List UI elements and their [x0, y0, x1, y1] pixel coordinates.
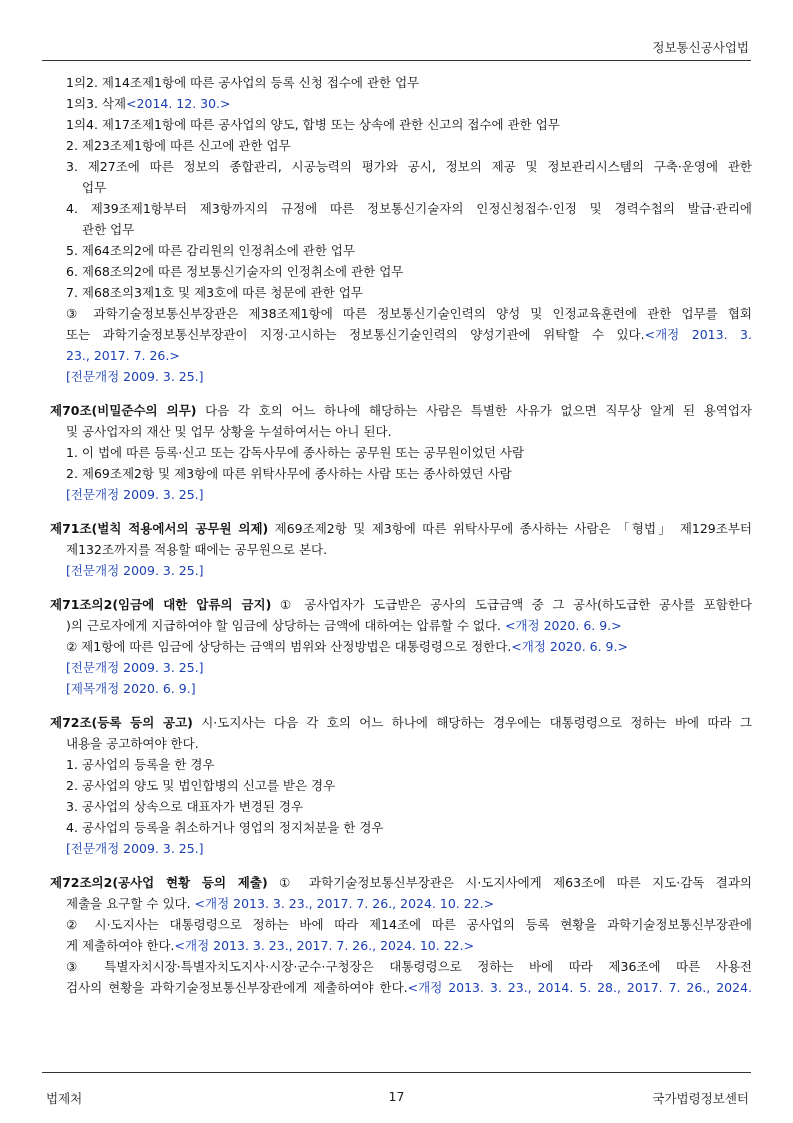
line-text: 1의3. 삭제 — [66, 96, 127, 111]
line-text: 4. 공사업의 등록을 취소하거나 영업의 정지처분을 한 경우 — [66, 820, 384, 835]
article-gap — [50, 505, 752, 518]
text-line — [50, 72, 752, 93]
text-line — [50, 733, 752, 754]
text-line — [50, 712, 752, 733]
line-text: 또는 과학기술정보통신부장관이 지정·고시하는 정보통신기술인력의 양성기관에 위탁할 수 있다. — [66, 327, 645, 342]
text-line — [50, 240, 752, 261]
document-title: 정보통신공사업법 — [652, 40, 749, 55]
text-line — [50, 838, 752, 859]
article-heading: 제72조의2(공사업 현황 등의 제출) — [50, 875, 268, 890]
article-heading: 제71조의2(임금에 대한 압류의 금지) — [50, 597, 272, 612]
line-text: 2. 공사업의 양도 및 법인합병의 신고를 받은 경우 — [66, 778, 336, 793]
article-heading: 제72조(등록 등의 공고) — [50, 715, 193, 730]
text-line — [50, 135, 752, 156]
amendment-note: <개정 2013. 3. 23., 2014. 5. 28., 2017. 7. 26., 2024. — [407, 980, 752, 995]
amendment-note: <개정 2013. 3. — [644, 327, 752, 342]
text-line — [50, 754, 752, 775]
line-text: 1의4. 제17조제1항에 따른 공사업의 양도, 합병 또는 상속에 관한 신고의 접수에 관한 업무 — [66, 117, 560, 132]
footer-divider — [42, 1072, 751, 1073]
text-line — [50, 345, 752, 366]
text-line — [50, 594, 752, 615]
amendment-note: <개정 2013. 3. 23., 2017. 7. 26., 2024. 10. 22.> — [174, 938, 475, 953]
text-line — [50, 421, 752, 442]
amendment-note: [전문개정 2009. 3. 25.] — [66, 369, 204, 384]
line-text: 5. 제64조의2에 따른 감리원의 인정취소에 관한 업무 — [66, 243, 356, 258]
text-line — [50, 539, 752, 560]
line-text: 검사의 현황을 과학기술정보통신부장관에게 제출하여야 한다. — [66, 980, 408, 995]
line-text: 3. 제27조에 따른 정보의 종합관리, 시공능력의 평가와 공시, 정보의 제공 및 정보관리시스템의 구축·운영에 관한 — [66, 159, 752, 174]
text-line — [50, 303, 752, 324]
amendment-note: [전문개정 2009. 3. 25.] — [66, 841, 204, 856]
footer-publisher: 법제처 — [46, 1091, 83, 1106]
text-line — [50, 442, 752, 463]
line-text: 내용을 공고하여야 한다. — [66, 736, 199, 751]
text-line — [50, 484, 752, 505]
text-line — [50, 463, 752, 484]
amendment-note: [전문개정 2009. 3. 25.] — [66, 660, 204, 675]
amendment-note: [제목개정 2020. 6. 9.] — [66, 681, 196, 696]
text-line — [50, 560, 752, 581]
text-line — [50, 657, 752, 678]
article-gap — [50, 699, 752, 712]
line-text: 업무 — [82, 180, 107, 195]
text-line — [50, 282, 752, 303]
line-text: 게 제출하여야 한다. — [66, 938, 175, 953]
text-line — [50, 219, 752, 240]
amendment-note: <개정 2020. 6. 9.> — [511, 639, 628, 654]
text-line — [50, 156, 752, 177]
line-text: 3. 공사업의 상속으로 대표자가 변경된 경우 — [66, 799, 304, 814]
line-text: ③ 특별자치시장·특별자치도지사·시장·군수·구청장은 대통령령으로 정하는 바에 따라 제36조에 따른 사용전 — [66, 959, 752, 974]
header-divider — [42, 60, 751, 61]
line-text: 제출을 요구할 수 있다. — [66, 896, 195, 911]
article-heading: 제71조(벌칙 적용에서의 공무원 의제) — [50, 521, 269, 536]
text-line — [50, 775, 752, 796]
line-text: ① 과학기술정보통신부장관은 시·도지사에게 제63조에 따른 지도·감독 결과의 — [267, 875, 752, 890]
line-text: 제69조제2항 및 제3항에 따른 위탁사무에 종사하는 사람은 「형법」 제129조부터 — [268, 521, 752, 536]
line-text: 관한 업무 — [82, 222, 135, 237]
line-text: 시·도지사는 다음 각 호의 어느 하나에 해당하는 경우에는 대통령령으로 정하는 바에 따라 그 — [192, 715, 752, 730]
text-line — [50, 977, 752, 998]
text-line — [50, 935, 752, 956]
text-line — [50, 914, 752, 935]
text-line — [50, 872, 752, 893]
article-gap — [50, 387, 752, 400]
text-line — [50, 796, 752, 817]
text-line — [50, 893, 752, 914]
footer-source: 국가법령정보센터 — [652, 1091, 749, 1106]
article-gap — [50, 581, 752, 594]
amendment-note: 23., 2017. 7. 26.> — [66, 348, 180, 363]
line-text: ② 시·도지사는 대통령령으로 정하는 바에 따라 제14조에 따른 공사업의 등록 현황을 과학기술정보통신부장관에 — [66, 917, 752, 932]
line-text: 제132조까지를 적용할 때에는 공무원으로 본다. — [66, 542, 328, 557]
text-line — [50, 615, 752, 636]
amendment-note: [전문개정 2009. 3. 25.] — [66, 563, 204, 578]
line-text: 4. 제39조제1항부터 제3항까지의 규정에 따른 정보통신기술자의 인정신청접수·인정 및 경력수첩의 발급·관리에 — [66, 201, 752, 216]
article-heading: 제70조(비밀준수의 의무) — [50, 403, 197, 418]
text-line — [50, 177, 752, 198]
law-text-body — [50, 72, 752, 998]
text-line — [50, 518, 752, 539]
line-text: ② 제1항에 따른 임금에 상당하는 금액의 범위와 산정방법은 대통령령으로 정한다. — [66, 639, 512, 654]
line-text: )의 근로자에게 지급하여야 할 임금에 상당하는 금액에 대하여는 압류할 수 없다. — [66, 618, 505, 633]
amendment-note: <개정 2020. 6. 9.> — [504, 618, 622, 633]
text-line — [50, 678, 752, 699]
line-text: 다음 각 호의 어느 하나에 해당하는 사람은 특별한 사유가 없으면 직무상 알게 된 용역업자 — [196, 403, 752, 418]
text-line — [50, 93, 752, 114]
text-line — [50, 817, 752, 838]
text-line — [50, 956, 752, 977]
line-text: 1. 이 법에 따른 등록·신고 또는 감독사무에 종사하는 공무원 또는 공무원이었던 사람 — [66, 445, 525, 460]
line-text: 1. 공사업의 등록을 한 경우 — [66, 757, 215, 772]
text-line — [50, 198, 752, 219]
text-line — [50, 636, 752, 657]
amendment-note: [전문개정 2009. 3. 25.] — [66, 487, 204, 502]
line-text: 6. 제68조의2에 따른 정보통신기술자의 인정취소에 관한 업무 — [66, 264, 404, 279]
line-text: ③ 과학기술정보통신부장관은 제38조제1항에 따른 정보통신기술인력의 양성 및 인정교육훈련에 관한 업무를 협회 — [66, 306, 752, 321]
line-text: 2. 제23조제1항에 따른 신고에 관한 업무 — [66, 138, 291, 153]
line-text: 7. 제68조의3제1호 및 제3호에 따른 청문에 관한 업무 — [66, 285, 363, 300]
article-gap — [50, 859, 752, 872]
text-line — [50, 261, 752, 282]
amendment-note: <2014. 12. 30.> — [126, 96, 231, 111]
line-text: 1의2. 제14조제1항에 따른 공사업의 등록 신청 접수에 관한 업무 — [66, 75, 420, 90]
page-number: 17 — [388, 1089, 405, 1104]
text-line — [50, 324, 752, 345]
amendment-note: <개정 2013. 3. 23., 2017. 7. 26., 2024. 10. 22.> — [194, 896, 495, 911]
line-text: 2. 제69조제2항 및 제3항에 따른 위탁사무에 종사하는 사람 또는 종사하였던 사람 — [66, 466, 512, 481]
text-line — [50, 366, 752, 387]
text-line — [50, 400, 752, 421]
line-text: 및 공사업자의 재산 및 업무 상황을 누설하여서는 아니 된다. — [66, 424, 392, 439]
text-line — [50, 114, 752, 135]
line-text: ① 공사업자가 도급받은 공사의 도급금액 중 그 공사(하도급한 공사를 포함한다 — [271, 597, 752, 612]
